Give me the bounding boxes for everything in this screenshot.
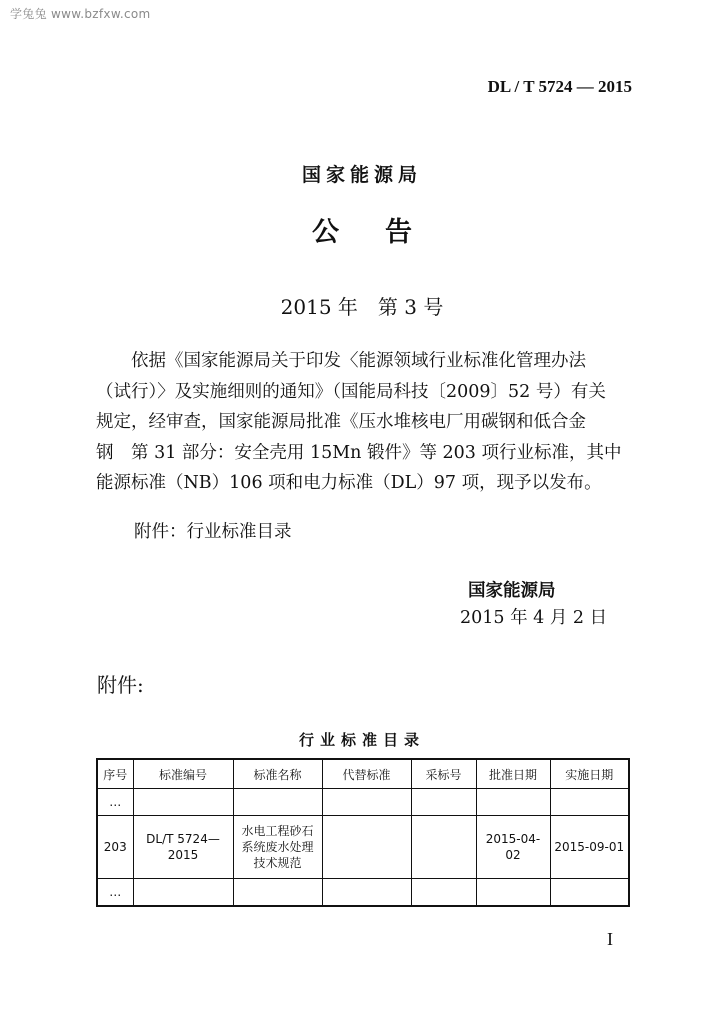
table-cell — [411, 789, 476, 816]
table-cell: 2015-04-02 — [476, 816, 550, 879]
attachment-note: 附件：行业标准目录 — [134, 522, 292, 542]
table-cell — [550, 789, 629, 816]
issuer-title: 国家能源局 — [301, 164, 422, 186]
header-cell: 序号 — [97, 759, 133, 789]
document-number: 2015 年 第 3 号 — [280, 295, 444, 319]
page-number: I — [607, 929, 613, 949]
table-cell — [322, 879, 411, 907]
table-cell: … — [97, 789, 133, 816]
table-cell: … — [97, 879, 133, 907]
header-cell: 采标号 — [411, 759, 476, 789]
table-cell — [233, 789, 322, 816]
body-line: 规定，经审查，国家能源局批准《压水堆核电厂用碳钢和低合金 — [96, 412, 586, 432]
doc-type-char-2: 告 — [385, 217, 412, 248]
table-cell — [476, 879, 550, 907]
table-header-row — [97, 759, 629, 789]
table-cell — [133, 879, 233, 907]
table-cell — [550, 879, 629, 907]
table-row — [97, 816, 629, 879]
body-line: （试行）〉及实施细则的通知》（国能局科技〔2009〕52 号）有关 — [96, 381, 606, 402]
body-line: 依据《国家能源局关于印发〈能源领域行业标准化管理办法 — [96, 351, 586, 371]
table-cell — [133, 789, 233, 816]
announcement-body — [96, 346, 636, 499]
table-cell — [233, 879, 322, 907]
attachment-heading: 附件: — [97, 673, 144, 697]
table-title: 行业标准目录 — [298, 731, 425, 749]
body-line: 能源标准（NB）106 项和电力标准（DL）97 项，现予以发布。 — [96, 473, 602, 493]
signature-organization: 国家能源局 — [468, 581, 556, 601]
header-cell: 批准日期 — [476, 759, 550, 789]
header-cell: 实施日期 — [550, 759, 629, 789]
table-cell: 水电工程砂石 系统废水处理 技术规范 — [233, 816, 322, 879]
table-cell — [322, 816, 411, 879]
table-cell — [411, 879, 476, 907]
table-cell: 203 — [97, 816, 133, 879]
watermark-text: 学兔兔 www.bzfxw.com — [10, 7, 151, 21]
standards-catalog-table — [96, 758, 630, 907]
table-cell — [322, 789, 411, 816]
table-cell — [411, 816, 476, 879]
doc-type-char-1: 公 — [312, 217, 339, 248]
table-cell: 2015-09-01 — [550, 816, 629, 879]
signature-date: 2015 年 4 月 2 日 — [460, 608, 608, 628]
table-row — [97, 789, 629, 816]
document-type-title — [0, 210, 724, 249]
table-row — [97, 879, 629, 907]
table-cell — [476, 789, 550, 816]
header-cell: 代替标准 — [322, 759, 411, 789]
table-cell: DL/T 5724— 2015 — [133, 816, 233, 879]
header-cell: 标准名称 — [233, 759, 322, 789]
standard-code: DL / T 5724 — 2015 — [487, 77, 632, 96]
header-cell: 标准编号 — [133, 759, 233, 789]
body-line: 钢 第 31 部分：安全壳用 15Mn 锻件》等 203 项行业标准，其中 — [96, 442, 622, 463]
